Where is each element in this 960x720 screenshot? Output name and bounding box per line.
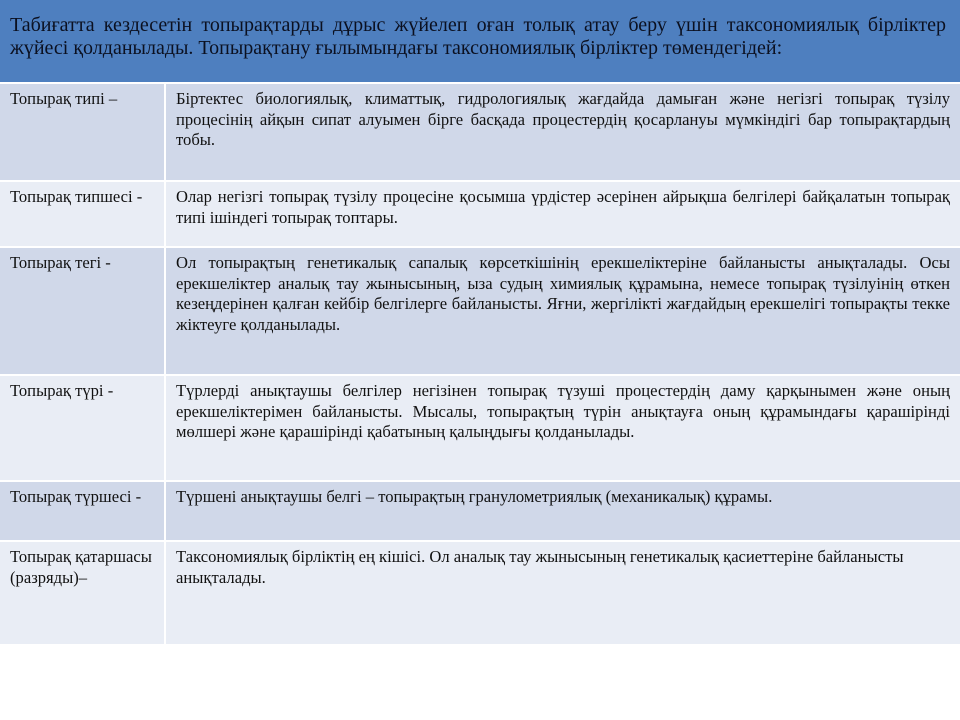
table-header-text: Табиғатта кездесетін топырақтарды дұрыс жүйелеп оған толық атау беру үшін таксономиялық бірліктер жүйесі қолданылады. Топырақтану ғылымындағы таксономиялық бірліктер төмендегідей: — [0, 0, 960, 83]
definition-cell: Таксономиялық бірліктің ең кішісі. Ол аналық тау жынысының генетикалық қасиеттеріне байланысты анықталады. — [165, 541, 960, 645]
definition-cell: Олар негізгі топырақ түзілу процесіне қосымша үрдістер әсерінен айрықша белгілері байқалатын топырақ типі ішіндегі топырақ топтары. — [165, 181, 960, 247]
table-row — [0, 541, 960, 645]
table-row — [0, 375, 960, 481]
table-row — [0, 481, 960, 541]
table-row — [0, 83, 960, 181]
definition-cell: Түрлерді анықтаушы белгілер негізінен топырақ түзуші процестердің даму қарқынымен және оның ерекшеліктерімен байланысты. Мысалы, топырақтың түрін анықтауға оның құрамындағы қарашірінді мөлшері және қарашірінді қабатының қалыңдығы қолданылады. — [165, 375, 960, 481]
definition-cell: Біртектес биологиялық, климаттық, гидрологиялық жағдайда дамыған және негізгі топырақ түзілу процесінің айқын сипат алуымен бірге басқада процестердің қосарлануы мүмкіндігі бар топырақтардың тобы. — [165, 83, 960, 181]
term-cell: Топырақ типшесі - — [0, 181, 165, 247]
definition-cell: Ол топырақтың генетикалық сапалық көрсеткішінің ерекшеліктеріне байланысты анықталады. Осы ерекшеліктер аналық тау жынысының, ыза судың химиялық құрамына, немесе топырақ түзілуінің өткен кезеңдерінен қалған кейбір белгілерге байланысты. Яғни, жергілікті жағдайдың ерекшелігі топырақты текке жіктеуге қолданылады. — [165, 247, 960, 375]
table-row — [0, 247, 960, 375]
term-cell: Топырақ тегі - — [0, 247, 165, 375]
table-row — [0, 181, 960, 247]
definition-cell: Түршені анықтаушы белгі – топырақтың гранулометриялық (механикалық) құрамы. — [165, 481, 960, 541]
term-cell: Топырақ қатаршасы (разряды)– — [0, 541, 165, 645]
term-cell: Топырақ типі – — [0, 83, 165, 181]
term-cell: Топырақ түршесі - — [0, 481, 165, 541]
term-cell: Топырақ түрі - — [0, 375, 165, 481]
table-header-row — [0, 0, 960, 83]
